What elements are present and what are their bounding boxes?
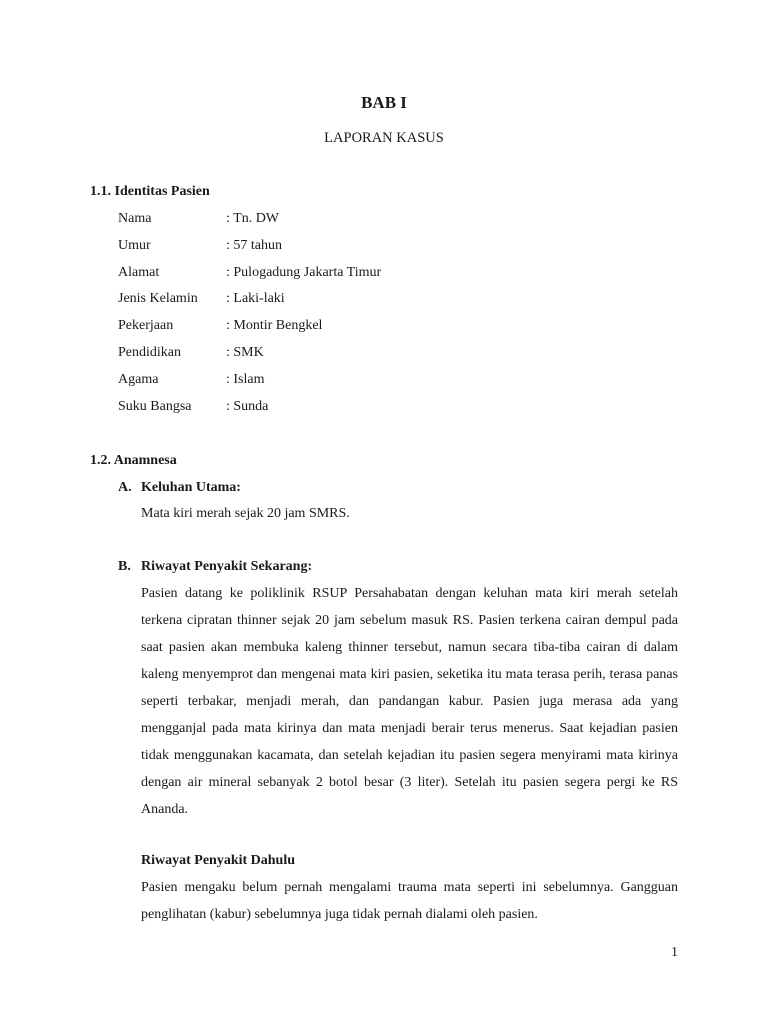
identity-label-ethnicity: Suku Bangsa [118,399,192,414]
identity-label-address: Alamat [118,265,160,280]
document-title: LAPORAN KASUS [324,130,444,146]
identity-value-name: : Tn. DW [226,211,280,226]
identity-value-occupation: : Montir Bengkel [226,318,323,333]
subsection-title-present-illness: Riwayat Penyakit Sekarang: [141,559,313,574]
identity-value-age: : 57 tahun [226,238,282,253]
page-number: 1 [671,945,678,960]
identity-label-occupation: Pekerjaan [118,318,174,333]
past-illness-paragraph: Pasien mengaku belum pernah mengalami trauma mata seperti ini sebelumnya. Gangguan penglihatan (kabur) sebelumnya juga tidak pernah dialami oleh pasien. [141,880,678,922]
chapter-heading: BAB I [361,93,407,112]
chief-complaint-text: Mata kiri merah sejak 20 jam SMRS. [141,506,350,521]
subsection-letter-b: B. [118,559,131,574]
identity-value-education: : SMK [226,345,264,360]
identity-value-address: : Pulogadung Jakarta Timur [226,265,382,280]
subsection-title-past-illness: Riwayat Penyakit Dahulu [141,853,296,868]
identity-label-religion: Agama [118,372,159,387]
present-illness-paragraph: Pasien datang ke poliklinik RSUP Persahabatan dengan keluhan mata kiri merah setelah terkena cipratan thinner sejak 20 jam sebelum masuk RS. Pasien terkena cairan dempul pada saat pasien akan membuka kaleng thinner tersebut, namun secara tiba-tiba cairan di dalam kaleng menyemprot dan mengenai mata kiri pasien, seketika itu mata terasa perih, terasa panas seperti terbakar, menjadi merah, dan pandangan kabur. Pasien juga merasa ada yang mengganjal pada mata kirinya dan mata menjadi berair terus menerus. Saat kejadian pasien tidak menggunakan kacamata, dan setelah kejadian itu pasien segera menyirami mata kirinya dengan air mineral sebanyak 2 botol besar (3 liter). Setelah itu pasien segera pergi ke RS Ananda. [141,586,678,817]
section-heading-anamnesis: 1.2. Anamnesa [90,453,177,468]
identity-value-religion: : Islam [226,372,265,387]
subsection-letter-a: A. [118,480,132,495]
identity-value-sex: : Laki-laki [226,291,285,306]
subsection-title-chief-complaint: Keluhan Utama: [141,480,241,495]
identity-label-name: Nama [118,211,152,226]
identity-label-sex: Jenis Kelamin [118,291,198,306]
identity-label-age: Umur [118,238,151,253]
section-heading-identity: 1.1. Identitas Pasien [90,184,210,199]
identity-label-education: Pendidikan [118,345,181,360]
identity-value-ethnicity: : Sunda [226,399,269,414]
